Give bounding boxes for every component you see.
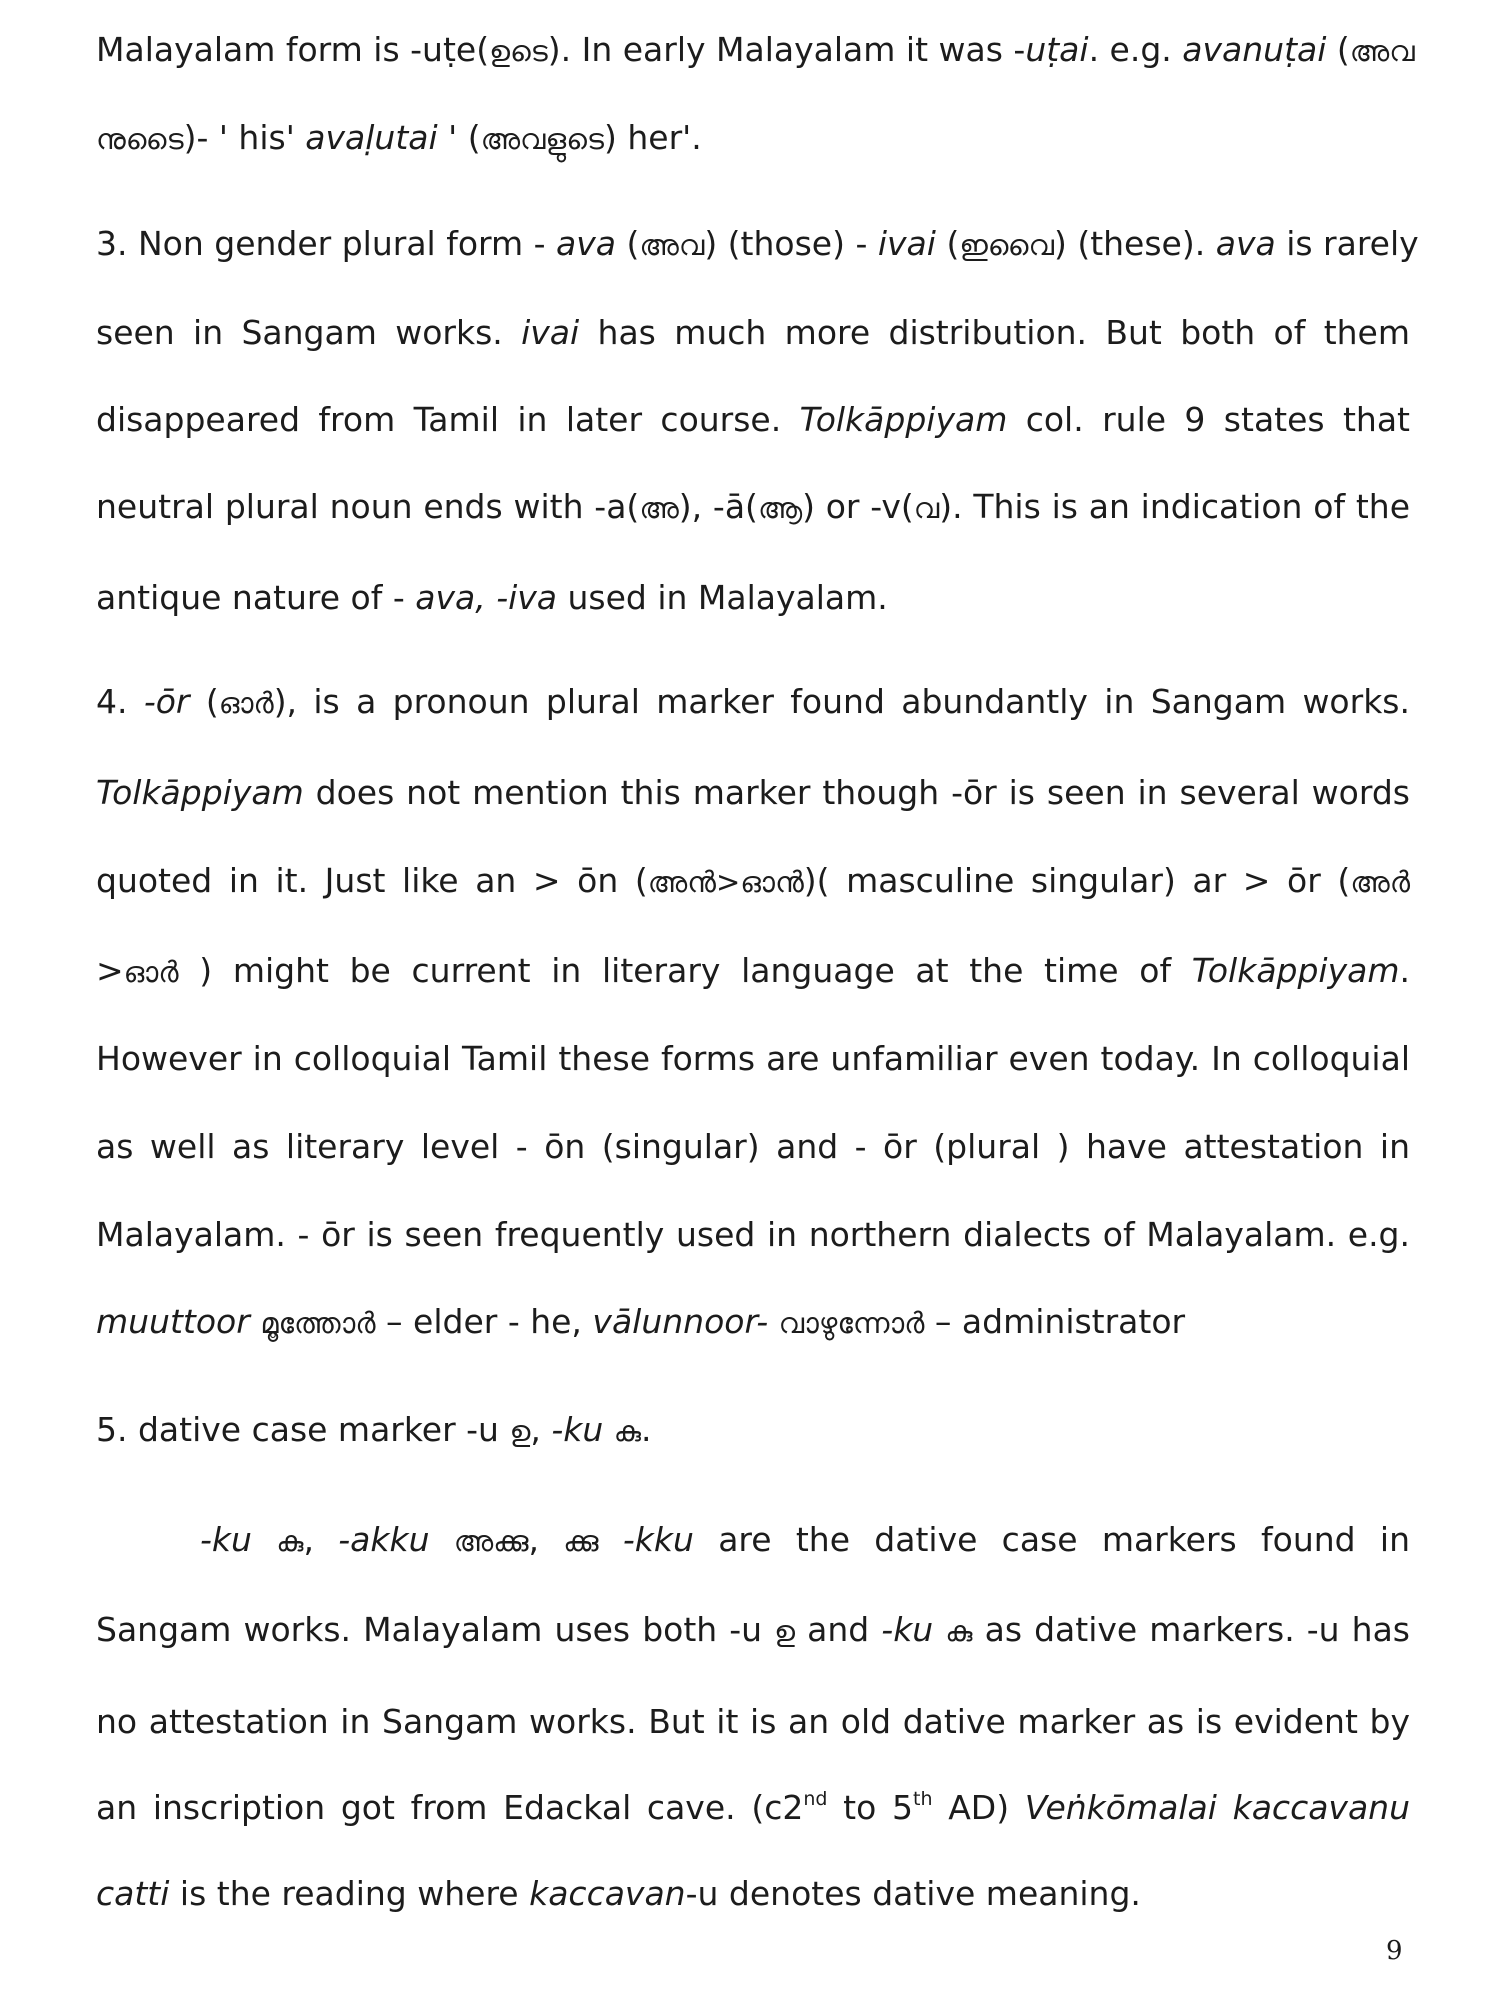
- text-run: ) or -v(: [802, 487, 914, 526]
- text-run: ), is a pronoun plural marker found abundantly in Sangam works.: [273, 682, 1410, 721]
- text-line: [96, 1125, 1410, 1169]
- text-run: (: [616, 224, 640, 263]
- text-run: [250, 1302, 261, 1341]
- text-run: is rarely: [1275, 224, 1419, 263]
- malayalam-text: കു: [945, 1614, 973, 1648]
- malayalam-text: വ: [913, 491, 940, 525]
- text-run: is the reading where: [169, 1874, 530, 1913]
- italic-term: catti: [96, 1874, 170, 1913]
- text-run: [768, 1302, 779, 1341]
- italic-term: -ku: [551, 1410, 604, 1449]
- text-run: -u denotes dative meaning.: [685, 1874, 1141, 1913]
- italic-term: ivai: [877, 224, 936, 263]
- text-run: an inscription got from Edackal cave. (c2: [96, 1788, 804, 1827]
- text-run: Malayalam form is -uṭe(: [96, 30, 490, 69]
- malayalam-text: ഓർ: [218, 686, 274, 720]
- text-run: [430, 1520, 454, 1559]
- italic-term: Tolkāppiyam: [799, 400, 1008, 439]
- text-line: [96, 576, 1410, 620]
- text-run: – administrator: [924, 1302, 1186, 1341]
- text-line: [200, 1518, 1410, 1563]
- malayalam-text: അ: [639, 491, 679, 525]
- text-run: )- ' his': [183, 118, 306, 157]
- malayalam-text: അക്കു: [453, 1524, 529, 1558]
- malayalam-text: ആ: [757, 491, 803, 525]
- text-run: col. rule 9 states that: [1007, 400, 1410, 439]
- text-line: [96, 398, 1410, 442]
- page-number: 9: [1386, 1936, 1403, 1966]
- text-run: . e.g.: [1088, 30, 1183, 69]
- italic-term: Tolkāppiyam: [96, 773, 304, 812]
- text-run: does not mention this marker though -ōr is seen in several words: [303, 773, 1410, 812]
- malayalam-text: കു: [613, 1414, 642, 1448]
- italic-term: -akku: [338, 1520, 430, 1559]
- malayalam-text: അവ: [639, 228, 705, 262]
- italic-term: uṭai: [1025, 30, 1089, 69]
- text-run: [603, 1410, 614, 1449]
- text-run: 5. dative case marker -u: [96, 1410, 510, 1449]
- italic-term: -ōr: [143, 682, 190, 721]
- text-run: )( masculine singular) ar > ōr (: [803, 861, 1351, 900]
- italic-term: ava: [556, 224, 617, 263]
- text-run: ) might be current in literary language at the time of: [178, 951, 1192, 990]
- text-line: [96, 222, 1419, 267]
- text-run: >: [96, 951, 124, 990]
- malayalam-text: ഉടെ: [489, 34, 548, 68]
- text-line: [96, 1786, 1410, 1830]
- italic-term: vālunnoor-: [592, 1302, 769, 1341]
- text-line: [96, 311, 1410, 355]
- malayalam-text: കു: [276, 1524, 304, 1558]
- text-run: ) (these).: [1053, 224, 1216, 263]
- text-line: [96, 1608, 1410, 1653]
- text-run: used in Malayalam.: [557, 578, 888, 617]
- text-run: Sangam works. Malayalam uses both -u: [96, 1610, 775, 1649]
- text-line: [96, 1213, 1410, 1257]
- text-line: [96, 1872, 1410, 1916]
- text-line: [96, 1037, 1410, 1081]
- text-run: neutral plural noun ends with -a(: [96, 487, 640, 526]
- malayalam-text: ഉ: [509, 1414, 531, 1448]
- text-line: [96, 485, 1410, 530]
- text-run: disappeared from Tamil in later course.: [96, 400, 800, 439]
- text-run: ,: [303, 1520, 339, 1559]
- text-run: AD): [932, 1788, 1025, 1827]
- malayalam-text: മൂത്തോർ: [260, 1306, 376, 1340]
- malayalam-text: ഓർ: [123, 955, 179, 989]
- text-run: However in colloquial Tamil these forms are unfamiliar even today. In colloquial: [96, 1039, 1410, 1078]
- italic-term: ava: [1215, 224, 1276, 263]
- italic-term: avanuṭai: [1182, 30, 1327, 69]
- italic-term: ivai: [521, 313, 580, 352]
- italic-term: avaḷutai ': [305, 118, 458, 157]
- text-run: and: [795, 1610, 882, 1649]
- text-run: 3. Non gender plural form -: [96, 224, 557, 263]
- text-run: seen in Sangam works.: [96, 313, 522, 352]
- text-run: [599, 1520, 623, 1559]
- italic-term: -ku: [881, 1610, 934, 1649]
- italic-term: ava, -iva: [415, 578, 558, 617]
- text-line: [96, 859, 1410, 904]
- text-line: [96, 1408, 1410, 1453]
- superscript: nd: [803, 1788, 828, 1810]
- text-line: [96, 28, 1415, 73]
- text-run: (: [189, 682, 219, 721]
- text-line: [96, 949, 1410, 994]
- text-run: are the dative case markers found in: [693, 1520, 1410, 1559]
- malayalam-text: നുടൈ: [96, 122, 184, 156]
- malayalam-text: ക്കു: [563, 1524, 599, 1558]
- malayalam-text: വാഴുന്നോർ: [778, 1306, 925, 1340]
- text-run: ) her'.: [604, 118, 702, 157]
- text-run: as well as literary level - ōn (singular) and - ōr (plural ) have attestation in: [96, 1127, 1410, 1166]
- text-run: (: [1326, 30, 1350, 69]
- malayalam-text: ഇവൈ: [959, 228, 1054, 262]
- text-run: as dative markers. -u has: [972, 1610, 1410, 1649]
- text-run: Malayalam. - ōr is seen frequently used in northern dialects of Malayalam. e.g.: [96, 1215, 1410, 1254]
- text-run: 4.: [96, 682, 144, 721]
- text-run: ,: [530, 1410, 552, 1449]
- text-run: has much more distribution. But both of them: [579, 313, 1410, 352]
- italic-term: kaccavan: [529, 1874, 686, 1913]
- text-run: ). This is an indication of the: [939, 487, 1411, 526]
- malayalam-text: അവ: [1349, 34, 1415, 68]
- text-line: [96, 116, 1410, 161]
- text-run: [933, 1610, 945, 1649]
- text-run: .: [641, 1410, 652, 1449]
- text-run: ). In early Malayalam it was -: [547, 30, 1026, 69]
- italic-term: Veṅkōmalai kaccavanu: [1024, 1788, 1411, 1827]
- text-run: .: [1399, 951, 1410, 990]
- text-run: (: [457, 118, 481, 157]
- italic-term: Tolkāppiyam: [1191, 951, 1400, 990]
- text-run: (: [935, 224, 960, 263]
- italic-term: muuttoor: [96, 1302, 250, 1341]
- text-line: [96, 1700, 1410, 1744]
- superscript: th: [913, 1788, 933, 1810]
- malayalam-text: അവളുടെ: [480, 122, 604, 156]
- text-run: – elder - he,: [375, 1302, 593, 1341]
- text-run: no attestation in Sangam works. But it is an old dative marker as is evident by: [96, 1702, 1410, 1741]
- malayalam-text: അർ: [1350, 865, 1411, 899]
- text-run: to 5: [827, 1788, 914, 1827]
- text-run: quoted in it. Just like an > ōn (: [96, 861, 648, 900]
- text-run: ) (those) -: [704, 224, 878, 263]
- text-line: [96, 1300, 1410, 1345]
- malayalam-text: ഉ: [774, 1614, 796, 1648]
- text-run: antique nature of -: [96, 578, 416, 617]
- text-run: ,: [528, 1520, 564, 1559]
- text-line: [96, 680, 1410, 725]
- text-run: [252, 1520, 276, 1559]
- italic-term: -kku: [622, 1520, 694, 1559]
- italic-term: -ku: [200, 1520, 252, 1559]
- malayalam-text: അൻ>ഓൻ: [647, 865, 804, 899]
- text-line: [96, 771, 1410, 815]
- text-run: ), -ā(: [678, 487, 758, 526]
